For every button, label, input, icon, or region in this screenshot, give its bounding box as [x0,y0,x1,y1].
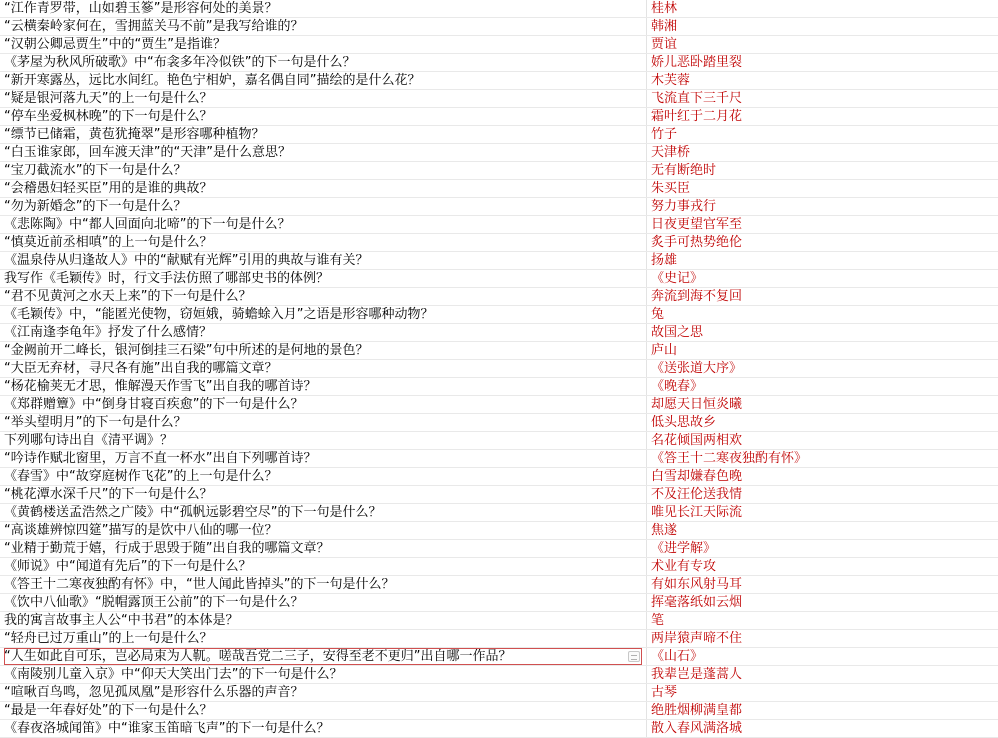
answer-cell[interactable]: 朱买臣 [651,181,691,196]
answer-cell[interactable]: 故国之思 [651,325,704,340]
question-cell[interactable]: “喧啾百鸟鸣，忽见孤凤凰”是形容什么乐器的声音？ [4,685,304,700]
answer-cell[interactable]: 《晚春》 [651,379,704,394]
question-cell[interactable]: “金阙前开二峰长，银河倒挂三石梁”句中所述的是何地的景色？ [4,343,369,358]
question-cell[interactable]: 《黄鹤楼送孟浩然之广陵》中“孤帆远影碧空尽”的下一句是什么？ [4,505,382,520]
answer-cell[interactable]: 木芙蓉 [651,73,691,88]
answer-cell[interactable]: 兔 [651,307,665,322]
table-row[interactable] [0,162,998,180]
table-row[interactable] [0,576,998,594]
question-cell[interactable]: “白玉谁家郎，回车渡天津”的“天津”是什么意思？ [4,145,291,160]
table-row[interactable] [0,198,998,216]
table-row[interactable] [0,450,998,468]
answer-cell[interactable]: 奔流到海不复回 [651,289,743,304]
table-row[interactable] [0,612,998,630]
answer-cell[interactable]: 《山石》 [651,649,704,664]
table-row[interactable] [0,630,998,648]
answer-cell[interactable]: 贾谊 [651,37,678,52]
table-row[interactable] [0,396,998,414]
table-row[interactable] [0,468,998,486]
answer-cell[interactable]: 娇儿恶卧踏里裂 [651,55,743,70]
question-cell[interactable]: 《温泉侍从归逢故人》中的“献赋有光辉”引用的典故与谁有关？ [4,253,369,268]
question-cell[interactable]: 《师说》中“闻道有先后”的下一句是什么？ [4,559,252,574]
question-cell[interactable]: “停车坐爱枫林晚”的下一句是什么？ [4,109,213,124]
question-cell[interactable]: 《春雪》中“故穿庭树作飞花”的上一句是什么？ [4,469,278,484]
answer-cell[interactable]: 古琴 [651,685,678,700]
table-row[interactable] [0,234,998,252]
table-row[interactable] [0,90,998,108]
table-row[interactable] [0,108,998,126]
table-row[interactable] [0,540,998,558]
question-cell[interactable]: “汉朝公卿忌贾生”中的“贾生”是指谁？ [4,37,226,52]
question-cell[interactable]: 《南陵别儿童入京》中“仰天大笑出门去”的下一句是什么？ [4,667,343,682]
answer-cell[interactable]: 日夜更望官军至 [651,217,743,232]
question-cell[interactable]: 《毛颖传》中，“能匿光使物，窃姮娥，骑蟾蜍入月”之语是形容哪种动物？ [4,307,434,322]
question-cell[interactable]: “勿为新婚念”的下一句是什么？ [4,199,187,214]
table-row[interactable] [0,522,998,540]
question-cell[interactable]: 《饮中八仙歌》“脱帽露顶王公前”的下一句是什么？ [4,595,304,610]
question-cell[interactable]: 《郑群赠簟》中“倒身甘寝百疾愈”的下一句是什么？ [4,397,304,412]
answer-cell[interactable]: 两岸猿声啼不住 [651,631,743,646]
question-cell[interactable]: “桃花潭水深千尺”的下一句是什么？ [4,487,213,502]
question-cell[interactable]: “慎莫近前丞相嗔”的上一句是什么？ [4,235,213,250]
table-row[interactable] [0,18,998,36]
answer-cell[interactable]: 庐山 [651,343,678,358]
answer-cell[interactable]: 白雪却嫌春色晚 [651,469,743,484]
answer-cell[interactable]: 绝胜烟柳满皇都 [651,703,743,718]
table-row[interactable] [0,684,998,702]
answer-cell[interactable]: 却愿天日恒炎曦 [651,397,743,412]
table-row[interactable] [0,324,998,342]
question-cell[interactable]: “缥节已储霜，黄苞犹掩翠”是形容哪种植物？ [4,127,265,142]
table-row[interactable] [0,486,998,504]
table-row[interactable] [0,306,998,324]
answer-cell[interactable]: 竹子 [651,127,678,142]
table-row[interactable] [0,378,998,396]
question-cell[interactable]: “会稽愚妇轻买臣”用的是谁的典故？ [4,181,213,196]
table-row[interactable] [0,126,998,144]
question-cell[interactable]: 我的寓言故事主人公“中书君”的本体是？ [4,613,239,628]
question-cell[interactable]: “宝刀截流水”的下一句是什么？ [4,163,187,178]
answer-cell[interactable]: 霜叶红于二月花 [651,109,743,124]
question-cell[interactable]: “高谈雄辨惊四筵”描写的是饮中八仙的哪一位？ [4,523,278,538]
table-row[interactable] [0,342,998,360]
table-row[interactable] [0,666,998,684]
question-cell[interactable]: “云横秦岭家何在，雪拥蓝关马不前”是我写给谁的？ [4,19,304,34]
question-cell[interactable]: “业精于勤荒于嬉，行成于思毁于随”出自我的哪篇文章？ [4,541,330,556]
table-row[interactable] [0,558,998,576]
question-cell[interactable]: “轻舟已过万重山”的上一句是什么？ [4,631,213,646]
table-row[interactable] [0,414,998,432]
answer-cell[interactable]: 《史记》 [651,271,704,286]
answer-cell[interactable]: 低头思故乡 [651,415,717,430]
question-cell[interactable]: 《春夜洛城闻笛》中“谁家玉笛暗飞声”的下一句是什么？ [4,721,330,736]
question-cell[interactable]: “杨花榆荚无才思，惟解漫天作雪飞”出自我的哪首诗？ [4,379,317,394]
table-row[interactable] [0,648,998,666]
table-row[interactable] [0,144,998,162]
table-row[interactable] [0,432,998,450]
answer-cell[interactable]: 挥毫落纸如云烟 [651,595,743,610]
answer-cell[interactable]: 《送张道大序》 [651,361,743,376]
answer-cell[interactable]: 扬雄 [651,253,678,268]
answer-cell[interactable]: 《进学解》 [651,541,717,556]
question-cell[interactable]: “新开寒露丛，远比水间红。艳色宁相妒，嘉名偶自同”描绘的是什么花？ [4,73,421,88]
question-cell[interactable]: “疑是银河落九天”的上一句是什么？ [4,91,213,106]
table-row[interactable] [0,270,998,288]
table-row[interactable] [0,180,998,198]
question-cell[interactable]: 《江南逢李龟年》抒发了什么感情？ [4,325,213,340]
answer-cell[interactable]: 韩湘 [651,19,678,34]
answer-cell[interactable]: 名花倾国两相欢 [651,433,743,448]
answer-cell[interactable]: 无有断绝时 [651,163,717,178]
answer-cell[interactable]: 焦遂 [651,523,678,538]
question-cell[interactable]: “最是一年春好处”的下一句是什么？ [4,703,213,718]
answer-cell[interactable]: 散入春风满洛城 [651,721,743,736]
answer-cell[interactable]: 努力事戎行 [651,199,717,214]
question-cell[interactable]: 《茅屋为秋风所破歌》中“布衾多年冷似铁”的下一句是什么？ [4,55,356,70]
question-cell[interactable]: “举头望明月”的下一句是什么？ [4,415,187,430]
table-row[interactable] [0,288,998,306]
table-row[interactable] [0,216,998,234]
question-cell[interactable]: 《悲陈陶》中“都人回面向北啼”的下一句是什么？ [4,217,291,232]
answer-cell[interactable]: 《答王十二寒夜独酌有怀》 [651,451,808,466]
question-cell[interactable]: 我写作《毛颖传》时，行文手法仿照了哪部史书的体例？ [4,271,330,286]
table-row[interactable] [0,720,998,738]
cell-options-icon[interactable] [628,651,640,662]
table-row[interactable] [0,594,998,612]
question-cell[interactable]: 《答王十二寒夜独酌有怀》中，“世人闻此皆掉头”的下一句是什么？ [4,577,395,592]
answer-cell[interactable]: 我辈岂是蓬蒿人 [651,667,743,682]
question-cell[interactable]: “君不见黄河之水天上来”的下一句是什么？ [4,289,252,304]
table-row[interactable] [0,252,998,270]
question-cell[interactable]: 下列哪句诗出自《清平调》？ [4,433,174,448]
table-row[interactable] [0,0,998,18]
question-cell[interactable]: “人生如此自可乐，岂必局束为人靰。嗟哉吾党二三子，安得至老不更归”出自哪一作品？ [4,648,642,665]
table-row[interactable] [0,702,998,720]
answer-cell[interactable]: 天津桥 [651,145,691,160]
table-row[interactable] [0,72,998,90]
answer-cell[interactable]: 唯见长江天际流 [651,505,743,520]
question-cell[interactable]: “吟诗作赋北窗里，万言不直一杯水”出自下列哪首诗？ [4,451,317,466]
table-row[interactable] [0,504,998,522]
answer-cell[interactable]: 桂林 [651,1,678,16]
answer-cell[interactable]: 炙手可热势绝伦 [651,235,743,250]
table-row[interactable] [0,36,998,54]
answer-cell[interactable]: 笔 [651,613,665,628]
answer-cell[interactable]: 术业有专攻 [651,559,717,574]
question-cell[interactable]: “江作青罗带，山如碧玉篸”是形容何处的美景？ [4,1,278,16]
table-row[interactable] [0,54,998,72]
table-row[interactable] [0,360,998,378]
question-cell[interactable]: “大臣无弃材，寻尺各有施”出自我的哪篇文章？ [4,361,278,376]
answer-cell[interactable]: 有如东风射马耳 [651,577,743,592]
answer-cell[interactable]: 不及汪伦送我情 [651,487,743,502]
answer-cell[interactable]: 飞流直下三千尺 [651,91,743,106]
